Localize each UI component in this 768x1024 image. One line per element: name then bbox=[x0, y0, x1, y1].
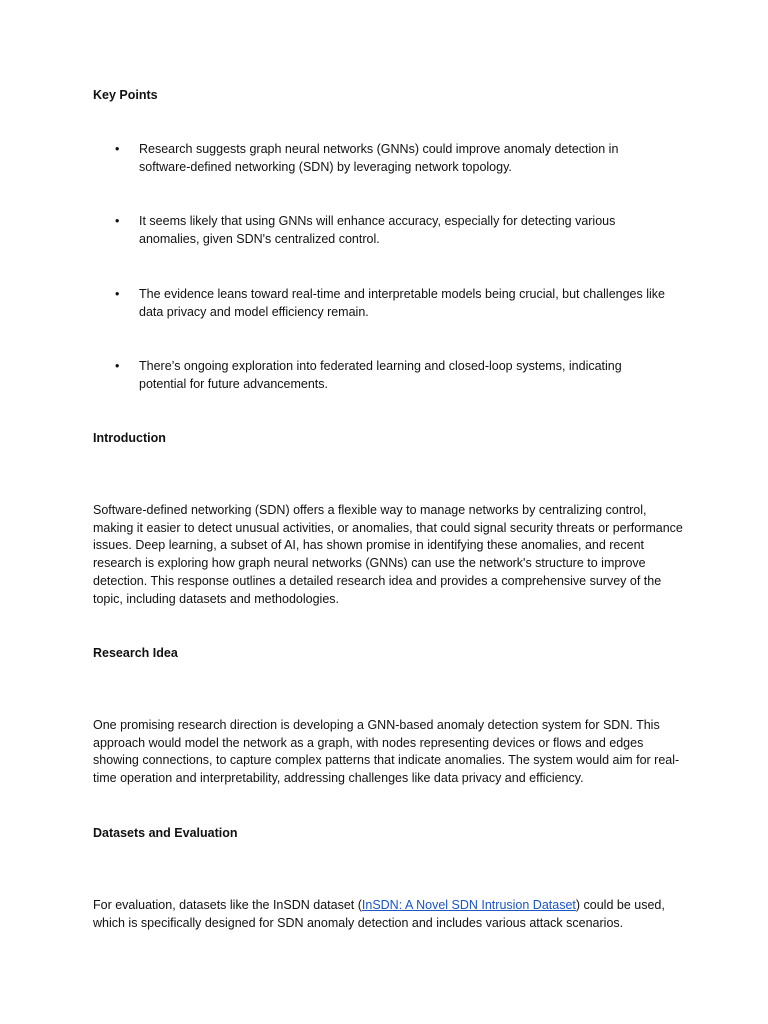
research-idea-heading: Research Idea bbox=[93, 646, 178, 660]
bullet-icon: • bbox=[115, 287, 120, 301]
insdn-dataset-link[interactable]: InSDN: A Novel SDN Intrusion Dataset bbox=[361, 898, 576, 912]
bullet-icon: • bbox=[115, 359, 120, 373]
bullet-text: There’s ongoing exploration into federated learning and closed-loop systems, indicating potential for future advancements. bbox=[139, 359, 622, 391]
research-idea-paragraph: One promising research direction is developing a GNN-based anomaly detection system for SDN. This approach would model the network as a graph, with nodes representing devices or flows and edges showing connections, to capture complex patterns that indicate anomalies. The system would aim for real-time operation and interpretability, addressing challenges like data privacy and efficiency. bbox=[93, 718, 680, 786]
bullet-icon: • bbox=[115, 142, 120, 156]
introduction-heading: Introduction bbox=[93, 431, 166, 445]
datasets-heading: Datasets and Evaluation bbox=[93, 826, 238, 840]
datasets-paragraph bbox=[93, 897, 683, 932]
datasets-text-before: For evaluation, datasets like the InSDN dataset ( bbox=[93, 898, 362, 912]
key-points-heading: Key Points bbox=[93, 88, 158, 102]
bullet-text: It seems likely that using GNNs will enhance accuracy, especially for detecting various anomalies, given SDN's centralized control. bbox=[139, 214, 616, 246]
bullet-text: The evidence leans toward real-time and interpretable models being crucial, but challenges like data privacy and model efficiency remain. bbox=[139, 287, 665, 319]
bullet-icon: • bbox=[115, 214, 120, 228]
bullet-text: Research suggests graph neural networks (GNNs) could improve anomaly detection in software-defined networking (SDN) by leveraging network topology. bbox=[139, 142, 619, 174]
introduction-paragraph: Software-defined networking (SDN) offers a flexible way to manage networks by centralizing control, making it easier to detect unusual activities, or anomalies, that could signal security threats or performance issues. Deep learning, a subset of AI, has shown promise in identifying these anomalies, and recent research is exploring how graph neural networks (GNNs) can use the network's structure to improve detection. This response outlines a detailed research idea and provides a comprehensive survey of the topic, including datasets and methodologies. bbox=[93, 503, 683, 606]
datasets-text-after: ) could be used, which is specifically designed for SDN anomaly detection and includes various attack scenarios. bbox=[93, 898, 665, 930]
